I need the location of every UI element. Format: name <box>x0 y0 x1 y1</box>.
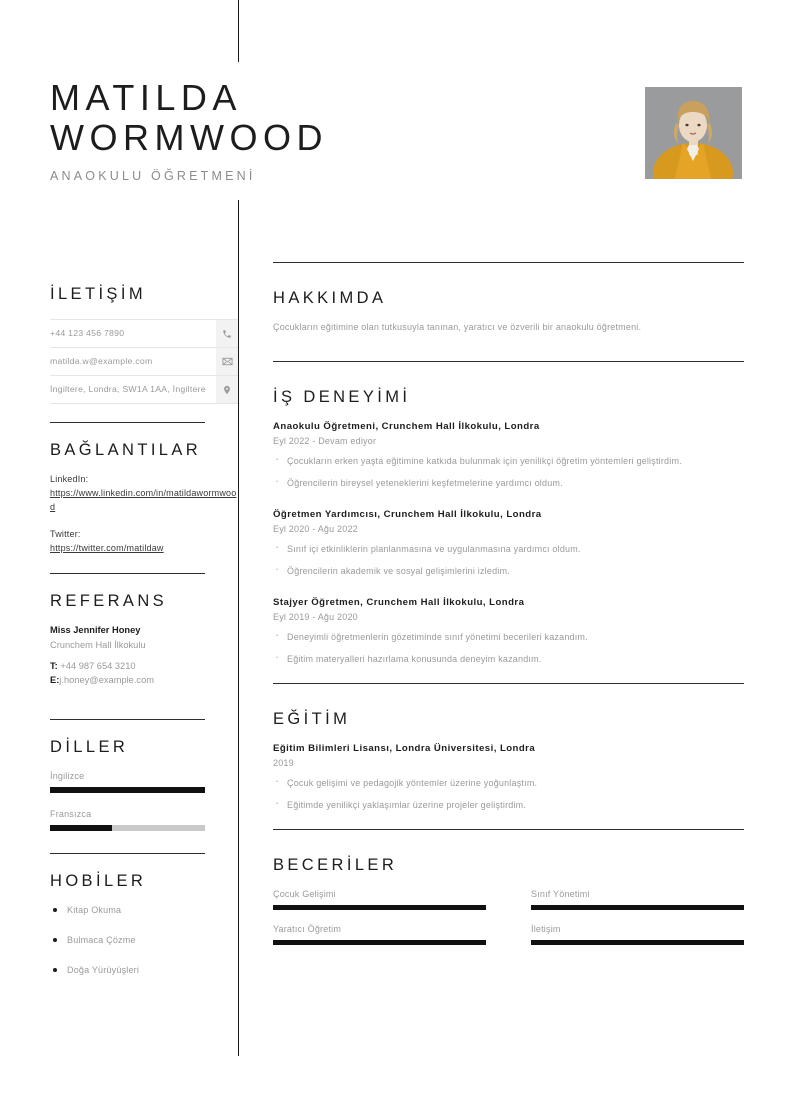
experience-bullet: · Sınıf içi etkinliklerin planlanmasına ve uygulanmasına yardımcı oldum. <box>273 542 744 556</box>
skill-name: İletişim <box>531 924 561 934</box>
hobby-item: Doğa Yürüyüşleri <box>50 963 238 977</box>
skill-level-fill <box>273 905 486 910</box>
reference-phone: +44 987 654 3210 <box>60 661 136 671</box>
contact-email-text: matilda.w@example.com <box>50 356 153 366</box>
education-entries <box>273 741 744 812</box>
reference-phone-label: T: <box>50 661 58 671</box>
reference-email: j.honey@example.com <box>59 674 154 685</box>
twitter-label: Twitter: <box>50 529 81 539</box>
skill-level-fill <box>531 905 744 910</box>
contact-row-address[interactable] <box>50 376 238 404</box>
main-divider-top <box>273 262 744 263</box>
language-name: İngilizce <box>50 771 85 781</box>
experience-bullet: · Eğitim materyalleri hazırlama konusunda deneyim kazandım. <box>273 652 744 666</box>
language-item-english <box>50 769 238 793</box>
reference-name: Miss Jennifer Honey <box>50 625 141 635</box>
sidebar-divider-4 <box>50 853 205 854</box>
reference-email-line <box>50 674 238 688</box>
experience-bullet: · Çocukların erken yaşta eğitimine katkıda bulunmak için yenilikçi öğretim yöntemleri geliştirdim. <box>273 454 744 468</box>
hobbies-section <box>50 870 238 977</box>
link-item-linkedin <box>50 472 238 514</box>
contact-heading: İLETİŞİM <box>50 285 146 303</box>
education-entry-title: Eğitim Bilimleri Lisansı, Londra Üniversitesi, Londra <box>273 743 536 754</box>
contact-address-text: İngiltere, Londra, SW1A 1AA, İngiltere <box>50 384 206 394</box>
skill-level-bar <box>273 940 486 945</box>
education-bullet: · Çocuk gelişimi ve pedagojik yöntemler üzerine yoğunlaştım. <box>273 776 744 790</box>
linkedin-label: LinkedIn: <box>50 474 89 484</box>
skill-level-bar <box>273 905 486 910</box>
about-heading: HAKKIMDA <box>273 289 387 307</box>
location-pin-icon <box>216 376 238 403</box>
sidebar-divider-2 <box>50 573 205 574</box>
contact-row-email[interactable] <box>50 348 238 376</box>
contact-phone-text: +44 123 456 7890 <box>50 328 125 338</box>
main-divider-2 <box>273 683 744 684</box>
language-level-fill <box>50 787 205 793</box>
experience-entry-date: Eyl 2020 - Ağu 2022 <box>273 524 358 534</box>
experience-section <box>273 388 744 666</box>
education-section <box>273 710 744 812</box>
sidebar-divider-3 <box>50 719 205 720</box>
skill-item <box>531 887 744 910</box>
experience-bullet: · Öğrencilerin bireysel yeteneklerini keşfetmelerine yardımcı oldum. <box>273 476 744 490</box>
skill-item <box>273 887 486 910</box>
hobbies-heading: HOBİLER <box>50 872 147 890</box>
skill-level-fill <box>273 940 486 945</box>
links-section <box>50 439 238 555</box>
skill-name: Yaratıcı Öğretim <box>273 924 342 934</box>
job-title: ANAOKULU ÖĞRETMENİ <box>50 169 256 183</box>
experience-entry <box>273 595 744 666</box>
experience-bullet-list <box>273 454 744 490</box>
hobby-item: Bulmaca Çözme <box>50 933 238 947</box>
experience-bullet-list <box>273 630 744 666</box>
language-level-fill <box>50 825 112 831</box>
experience-bullet: · Öğrencilerin akademik ve sosyal gelişimlerini izledim. <box>273 564 744 578</box>
skill-level-fill <box>531 940 744 945</box>
sidebar <box>50 283 238 993</box>
skill-item <box>531 922 744 945</box>
main-column <box>273 262 744 945</box>
experience-bullet: · Deneyimli öğretmenlerin gözetiminde sınıf yönetimi becerileri kazandım. <box>273 630 744 644</box>
linkedin-url[interactable]: https://www.linkedin.com/in/matildawormwood <box>50 488 237 512</box>
experience-entry <box>273 507 744 578</box>
reference-heading: REFERANS <box>50 592 168 610</box>
skills-grid <box>273 887 744 945</box>
experience-entry <box>273 419 744 490</box>
hobbies-list <box>50 903 238 977</box>
skill-name: Çocuk Gelişimi <box>273 889 336 899</box>
experience-entry-title: Öğretmen Yardımcısı, Crunchem Hall İlkokulu, Londra <box>273 509 542 520</box>
reference-organization: Crunchem Hall İlkokulu <box>50 640 146 650</box>
reference-contact <box>50 660 238 687</box>
profile-photo <box>645 87 742 179</box>
header-vertical-divider <box>238 0 239 62</box>
education-entry <box>273 741 744 812</box>
about-section <box>273 289 744 335</box>
education-bullet: · Eğitimde yenilikçi yaklaşımlar üzerine projeler geliştirdim. <box>273 798 744 812</box>
experience-entries <box>273 419 744 666</box>
language-level-bar <box>50 825 205 831</box>
skill-level-bar <box>531 905 744 910</box>
last-name: WORMWOOD <box>50 117 328 158</box>
hobby-item: Kitap Okuma <box>50 903 238 917</box>
reference-email-label: E: <box>50 674 60 685</box>
contact-row-phone[interactable] <box>50 319 238 348</box>
experience-entry-date: Eyl 2022 - Devam ediyor <box>273 436 377 446</box>
reference-phone-line <box>50 660 238 674</box>
contact-section <box>50 283 238 404</box>
language-level-bar <box>50 787 205 793</box>
languages-section <box>50 736 238 831</box>
skill-item <box>273 922 486 945</box>
education-entry-date: 2019 <box>273 758 294 768</box>
links-heading: BAĞLANTILAR <box>50 441 202 459</box>
body-vertical-divider <box>238 200 239 1056</box>
mail-icon <box>216 348 238 375</box>
experience-entry-title: Anaokulu Öğretmeni, Crunchem Hall İlkokulu, Londra <box>273 421 540 432</box>
portrait-illustration <box>645 87 742 179</box>
experience-heading: İŞ DENEYİMİ <box>273 388 411 406</box>
twitter-url[interactable]: https://twitter.com/matildaw <box>50 543 164 553</box>
experience-bullet-list <box>273 542 744 578</box>
skills-section <box>273 856 744 945</box>
sidebar-divider-1 <box>50 422 205 423</box>
skills-heading: BECERİLER <box>273 856 398 874</box>
skill-name: Sınıf Yönetimi <box>531 889 590 899</box>
phone-icon <box>216 320 238 347</box>
link-item-twitter <box>50 527 238 555</box>
languages-heading: DİLLER <box>50 738 129 756</box>
experience-entry-title: Stajyer Öğretmen, Crunchem Hall İlkokulu, Londra <box>273 597 525 608</box>
main-divider-1 <box>273 361 744 362</box>
resume-header <box>50 78 630 183</box>
about-text: Çocukların eğitimine olan tutkusuyla tanınan, yaratıcı ve özverili bir anaokulu öğretmeni. <box>273 322 642 332</box>
language-item-french <box>50 807 238 831</box>
first-name: MATILDA <box>50 77 242 118</box>
education-heading: EĞİTİM <box>273 710 351 728</box>
education-bullet-list <box>273 776 744 812</box>
experience-entry-date: Eyl 2019 - Ağu 2020 <box>273 612 358 622</box>
main-divider-3 <box>273 829 744 830</box>
reference-section <box>50 590 238 687</box>
language-name: Fransızca <box>50 809 92 819</box>
skill-level-bar <box>531 940 744 945</box>
